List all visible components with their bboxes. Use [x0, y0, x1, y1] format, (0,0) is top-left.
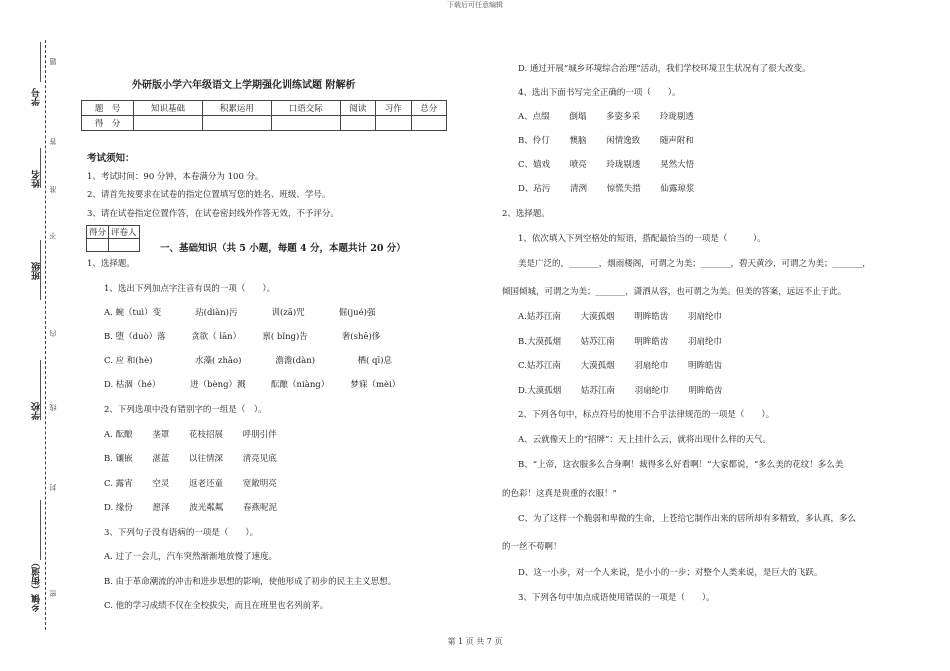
fill-line [40, 42, 41, 82]
grader-reviewer-label: 评卷人 [109, 226, 140, 239]
table-cell: 知识基础 [134, 101, 203, 116]
page-number: 第 1 页 共 7 页 [447, 637, 503, 646]
grader-box [86, 225, 140, 252]
table-cell: 口语交际 [271, 101, 340, 116]
option-line: D.大漠孤烟 姑苏江南 羽扇纶巾 明眸皓齿 [518, 386, 723, 396]
question-line: 3、下列句子没有语病的一项是（ ）。 [104, 528, 259, 538]
grader-input-cell[interactable] [109, 239, 140, 252]
table-cell: 习作 [376, 101, 411, 116]
table-row [87, 239, 140, 252]
seal-mark: 准 [49, 186, 57, 193]
table-row [82, 116, 447, 131]
question-line: 1、选择题。 [87, 259, 135, 269]
notice-item: 2、请首先按要求在试卷的指定位置填写您的姓名、班级、学号。 [87, 190, 331, 200]
seal-mark: 封 [49, 484, 57, 491]
score-input-cell[interactable] [376, 116, 411, 131]
option-line: B. 镶嵌 湛蓝 以往情深 清亮见底 [104, 454, 277, 464]
seal-line [45, 40, 46, 630]
option-line: A. 过了一会儿，汽车突然渐渐地放慢了速度。 [104, 552, 278, 562]
option-line: B、伶仃 懊脑 闲情逸致 随声附和 [518, 136, 694, 146]
student-id-label: 学号 [32, 88, 42, 106]
section-title: 一、基础知识（共 5 小题，每题 4 分，本题共计 20 分） [160, 243, 406, 254]
option-line: A、点缀 倒塌 多姿多采 玲珑剔透 [518, 112, 694, 122]
passage-line: 美是广泛的，_______，烟雨楼阁，可谓之为美；_______，碧天黄沙，可谓之为美；_______， [518, 259, 871, 269]
question-line: 2、下列选项中没有错别字的一组是（ ）。 [104, 405, 267, 415]
score-input-cell[interactable] [340, 116, 375, 131]
table-cell: 得 分 [82, 116, 134, 131]
seal-mark: 密 [49, 590, 57, 597]
table-cell: 阅读 [340, 101, 375, 116]
header-note: 下载后可任意编辑 [447, 1, 503, 9]
table-row [82, 101, 447, 116]
option-line: B. 堕（duò）落 贪欲（ lān） 禀( bǐng)告 奢(shē)侈 [104, 332, 381, 342]
option-line: A、云就像天上的“招牌”：天上挂什么云，就将出现什么样的天气。 [518, 435, 771, 445]
option-line: D、这一小步，对一个人来说，是小小的一步；对整个人类来说，是巨大的飞跃。 [518, 568, 823, 578]
question-line: 4、选出下面书写完全正确的一项（ ）。 [518, 88, 681, 98]
option-line: B、“上帝，这衣服多么合身啊！裁得多么好看啊！”大家都说，“多么美的花纹！多么美 [518, 460, 844, 470]
option-line: D、玷污 清洌 惊慌失措 仙露琼浆 [518, 184, 695, 194]
score-input-cell[interactable] [134, 116, 203, 131]
option-line: A. 酝酿 垄罩 花枝招展 呼朋引伴 [104, 430, 277, 440]
grader-input-cell[interactable] [87, 239, 109, 252]
option-line: 的一丝不苟啊！ [502, 542, 562, 552]
question-line: 1、依次填入下列空格处的短语，搭配最恰当的一项是（ ）。 [518, 234, 766, 244]
notice-item: 1、考试时间：90 分钟，本卷满分为 100 分。 [87, 172, 264, 182]
option-line: 的色彩！这真是贵重的衣服！” [502, 489, 617, 499]
score-input-cell[interactable] [411, 116, 446, 131]
option-line: C、嬉戏 喷亮 玲珑剔透 晃然大悟 [518, 160, 695, 170]
score-table [81, 100, 447, 131]
grader-score-label: 得分 [87, 226, 109, 239]
notice-item: 3、请在试卷指定位置作答，在试卷密封线外作答无效，不予评分。 [87, 209, 339, 219]
table-row [87, 226, 140, 239]
option-line: B. 由于革命潮流的冲击和进步思想的影响，使他形成了初步的民主主义思想。 [104, 577, 397, 587]
option-line: D. 枯涸（hé） 迸（bèng）溅 酝酿（niàng） 梦寐（mèi） [104, 380, 401, 390]
score-input-cell[interactable] [271, 116, 340, 131]
table-cell: 积累运用 [202, 101, 271, 116]
seal-mark: 内 [49, 330, 57, 337]
option-line: C. 露宵 空灵 返老还童 宽敞明亮 [104, 479, 277, 489]
option-line: D. 缘份 愿泽 波光粼粼 春燕呢泥 [104, 503, 278, 513]
question-line: 2、选择题。 [502, 209, 550, 219]
school-label: 学校 [32, 402, 42, 420]
notice-heading: 考试须知： [87, 153, 135, 164]
option-line: A. 蜿（tuì）变 玷(diàn)污 训(zā)咒 倔(jué)强 [104, 308, 376, 318]
option-line: C.姑苏江南 大漠孤烟 羽扇纶巾 明眸皓齿 [518, 361, 723, 371]
question-line: 3、下列各句中加点成语使用错误的一项是（ ）。 [518, 593, 715, 603]
table-cell: 总分 [411, 101, 446, 116]
class-label: 班级 [32, 262, 42, 280]
option-line: D. 通过开展“城乡环境综合治理”活动，我们学校环境卫生状况有了很大改变。 [518, 64, 811, 74]
option-line: A.姑苏江南 大漠孤烟 明眸皓齿 羽扇纶巾 [518, 312, 722, 322]
seal-mark: 线 [49, 404, 57, 411]
seal-mark: 不 [49, 232, 57, 239]
fill-line [40, 500, 41, 560]
seal-mark: 答 [49, 138, 57, 145]
option-line: C. 他的学习成绩不仅在全校拔尖，而且在班里也名列前茅。 [104, 601, 329, 611]
seal-mark: 题 [49, 58, 57, 65]
name-label: 姓名 [32, 170, 42, 188]
score-input-cell[interactable] [202, 116, 271, 131]
option-line: C. 应 和(hè) 水藻( zhǎo) 澹澹(dàn) 栖( qī)息 [104, 356, 393, 366]
page-title: 外研版小学六年级语文上学期强化训练试题 附解析 [132, 80, 356, 91]
option-line: C、为了这样一个脆弱和卑微的生命，上苍给它制作出来的居所却有多精致，多认真，多么 [518, 514, 857, 524]
town-label: 乡镇（街道） [32, 558, 42, 612]
table-cell: 题 号 [82, 101, 134, 116]
passage-line: 倾国倾城，可谓之为美；_______，潇洒从容，也可谓之为美。但美的答案，远远不止于此。 [502, 287, 847, 297]
question-line: 1、选出下列加点字注音有误的一项（ ）。 [104, 284, 276, 294]
option-line: B.大漠孤烟 姑苏江南 明眸皓齿 羽扇纶巾 [518, 337, 723, 347]
question-line: 2、下列各句中，标点符号的使用不合乎法律规范的一项是（ ）。 [518, 410, 775, 420]
